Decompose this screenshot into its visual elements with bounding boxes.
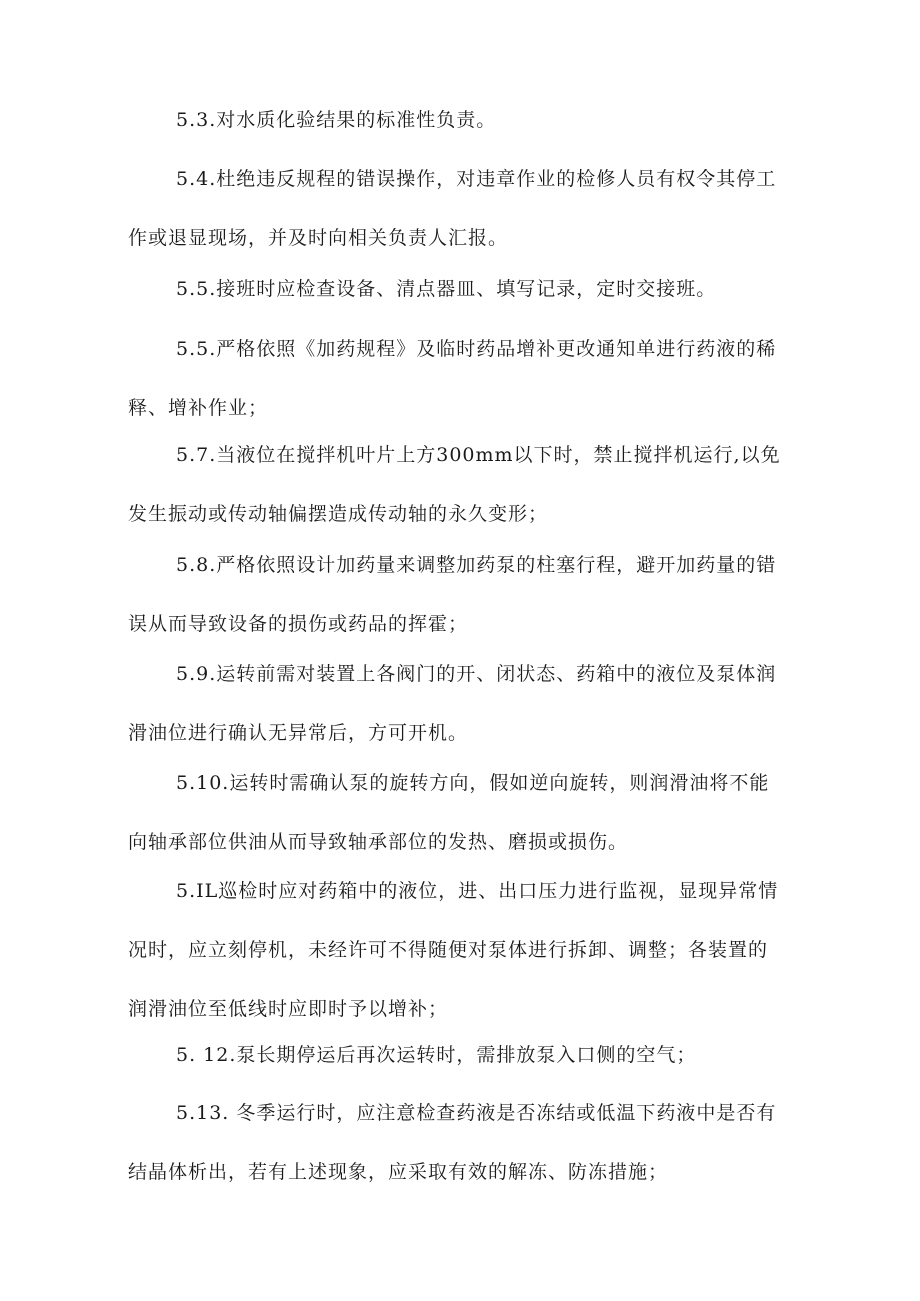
paragraph-line: 滑油位进行确认无异常后，方可开机。: [128, 722, 469, 744]
paragraph-line: 5.IL巡检时应对药箱中的液位，进、出口压力进行监视，显现异常情: [176, 880, 779, 902]
paragraph-5-9: [128, 665, 796, 744]
paragraph-line: 作或退显现场，并及时向相关负责人汇报。: [128, 227, 509, 249]
paragraph-5-4: [128, 170, 796, 249]
paragraph-5-8: [128, 556, 796, 635]
paragraph-line: 况时，应立刻停机，未经许可不得随便对泵体进行拆卸、调整；各装置的: [128, 939, 769, 961]
paragraph-line: 向轴承部位供油从而导致轴承部位的发热、磨损或损伤。: [128, 831, 629, 853]
paragraph-line: 5. 12.泵长期停运后再次运转时，需排放泵入口侧的空气；: [176, 1044, 697, 1066]
paragraph-line: 5.7.当液位在搅拌机叶片上方300mm以下时，禁止搅拌机运行,以免: [176, 444, 781, 466]
paragraph-line: 5.9.运转前需对装置上各阀门的开、闭状态、药箱中的液位及泵体润: [176, 663, 777, 685]
paragraph-line: 5.13. 冬季运行时，应注意检查药液是否冻结或低温下药液中是否有: [176, 1102, 777, 1124]
paragraph-line: 结晶体析出，若有上述现象，应采取有效的解冻、防冻措施；: [128, 1161, 669, 1183]
paragraph-line: 5.4.杜绝违反规程的错误操作，对违章作业的检修人员有权令其停工: [176, 168, 777, 190]
paragraph-5-3: [128, 111, 796, 131]
paragraph-5-13: [128, 1104, 796, 1183]
paragraph-line: 润滑油位至低线时应即时予以增补；: [128, 998, 449, 1020]
paragraph-line: 释、增补作业；: [128, 397, 269, 419]
paragraph-line: 5.8.严格依照设计加药量来调整加药泵的柱塞行程，避开加药量的错: [176, 554, 777, 576]
paragraph-5-5-b: [128, 340, 796, 419]
paragraph-5-7: [128, 446, 796, 525]
paragraph-line: 误从而导致设备的损伤或药品的挥霍；: [128, 613, 469, 635]
paragraph-5-12: [128, 1046, 796, 1066]
paragraph-line: 5.5.接班时应检查设备、清点器皿、填写记录，定时交接班。: [176, 278, 717, 300]
paragraph-5-5-a: [128, 280, 796, 300]
paragraph-5-10: [128, 774, 796, 853]
paragraph-line: 5.5.严格依照《加药规程》及临时药品增补更改通知单进行药液的稀: [176, 338, 777, 360]
paragraph-line: 5.10.运转时需确认泵的旋转方向，假如逆向旋转，则润滑油将不能: [176, 772, 770, 794]
paragraph-5-11: [128, 882, 796, 1020]
paragraph-line: 5.3.对水质化验结果的标准性负责。: [176, 109, 497, 131]
paragraph-line: 发生振动或传动轴偏摆造成传动轴的永久变形；: [128, 503, 549, 525]
